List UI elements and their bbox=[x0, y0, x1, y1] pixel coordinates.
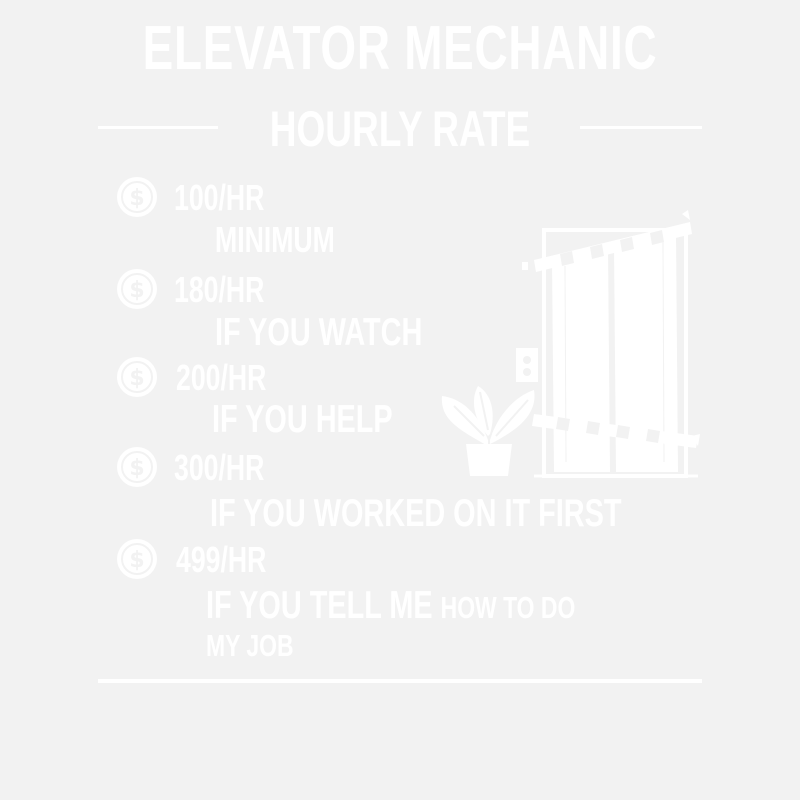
dollar-coin-icon bbox=[116, 268, 158, 310]
rate-condition-small: HOW TO DO bbox=[440, 590, 576, 625]
svg-text:$: $ bbox=[129, 456, 145, 481]
subtitle-right-rule bbox=[580, 126, 702, 129]
rate-condition bbox=[206, 586, 575, 625]
subtitle-row bbox=[98, 101, 702, 157]
rate-condition: IF YOU HELP bbox=[212, 398, 393, 441]
rate-condition-line2: MY JOB bbox=[206, 628, 294, 663]
page-title: ELEVATOR MECHANIC bbox=[142, 14, 658, 83]
rate-price: 300/HR bbox=[174, 447, 265, 488]
rate-price: 200/HR bbox=[176, 357, 267, 398]
rate-price: 180/HR bbox=[174, 269, 265, 310]
rate-price: 100/HR bbox=[174, 177, 265, 218]
rate-condition: IF YOU WATCH bbox=[215, 311, 423, 354]
elevator-with-plant-illustration bbox=[430, 200, 710, 490]
bottom-rule bbox=[98, 679, 702, 683]
svg-text:$: $ bbox=[129, 186, 145, 211]
dollar-coin-icon bbox=[116, 176, 158, 218]
rate-price: 499/HR bbox=[176, 539, 267, 580]
svg-text:$: $ bbox=[129, 366, 145, 391]
dollar-coin-icon bbox=[116, 356, 158, 398]
rate-condition: IF YOU WORKED ON IT FIRST bbox=[210, 492, 622, 535]
subtitle: HOURLY RATE bbox=[269, 101, 531, 157]
svg-text:$: $ bbox=[129, 548, 145, 573]
rate-condition: MINIMUM bbox=[215, 219, 335, 260]
dollar-coin-icon bbox=[116, 538, 158, 580]
rate-condition-main: IF YOU TELL ME bbox=[206, 584, 433, 627]
dollar-coin-icon bbox=[116, 446, 158, 488]
svg-text:$: $ bbox=[129, 278, 145, 303]
